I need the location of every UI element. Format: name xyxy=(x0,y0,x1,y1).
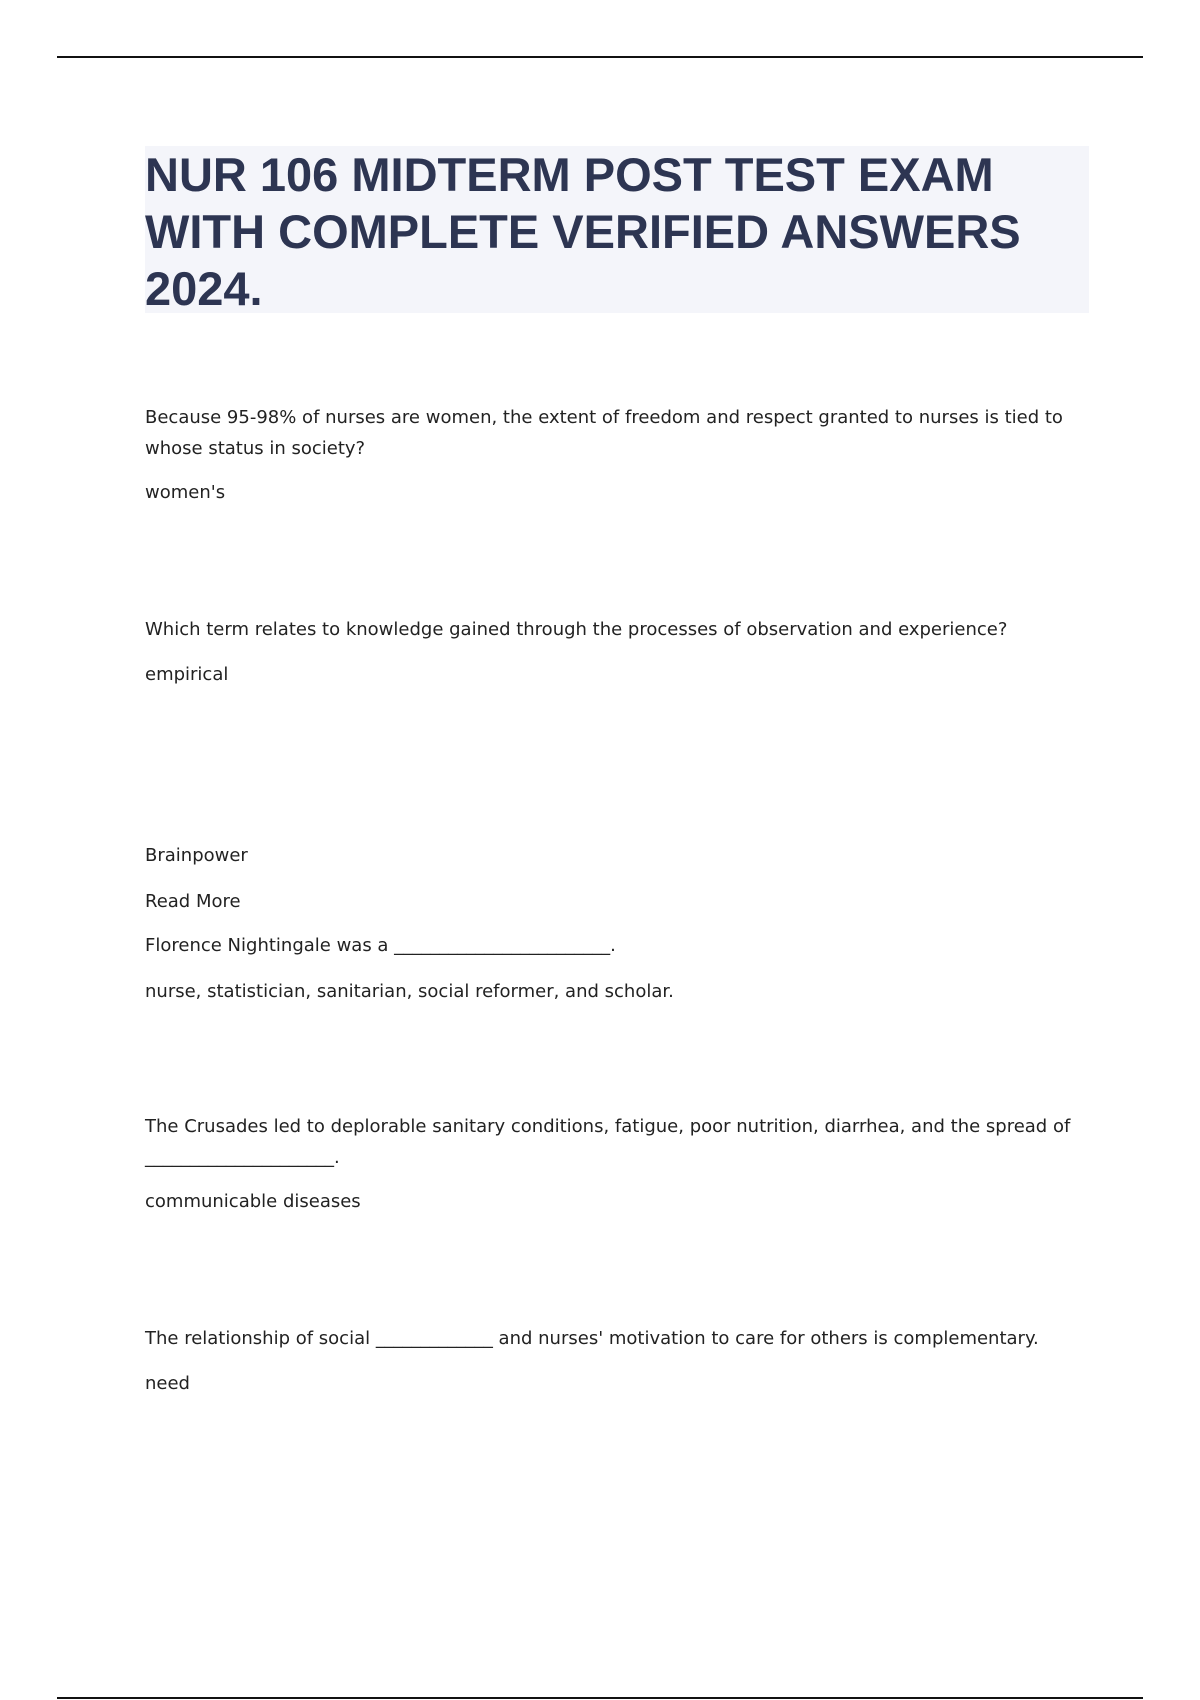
question-2: Which term relates to knowledge gained through the processes of observation and experience? xyxy=(145,619,1008,640)
answer-3: nurse, statistician, sanitarian, social reformer, and scholar. xyxy=(145,981,674,1002)
footer-rule xyxy=(57,1697,1143,1699)
header-rule xyxy=(57,56,1143,58)
document-title: NUR 106 MIDTERM POST TEST EXAM WITH COMPLETE VERIFIED ANSWERS 2024. xyxy=(145,148,1021,315)
question-5: The relationship of social _____________ and nurses' motivation to care for others is complementary. xyxy=(145,1328,1039,1349)
question-3: Florence Nightingale was a ________________________. xyxy=(145,935,616,956)
promo-brand: Brainpower xyxy=(145,845,248,866)
answer-1: women's xyxy=(145,482,226,503)
read-more-link[interactable]: Read More xyxy=(145,891,241,912)
question-4: The Crusades led to deplorable sanitary conditions, fatigue, poor nutrition, diarrhea, and the spread of _____________________. xyxy=(145,1116,1071,1168)
answer-4: communicable diseases xyxy=(145,1191,361,1212)
question-1: Because 95-98% of nurses are women, the extent of freedom and respect granted to nurses is tied to whose status in society? xyxy=(145,407,1063,459)
answer-2: empirical xyxy=(145,664,229,685)
answer-5: need xyxy=(145,1373,190,1394)
